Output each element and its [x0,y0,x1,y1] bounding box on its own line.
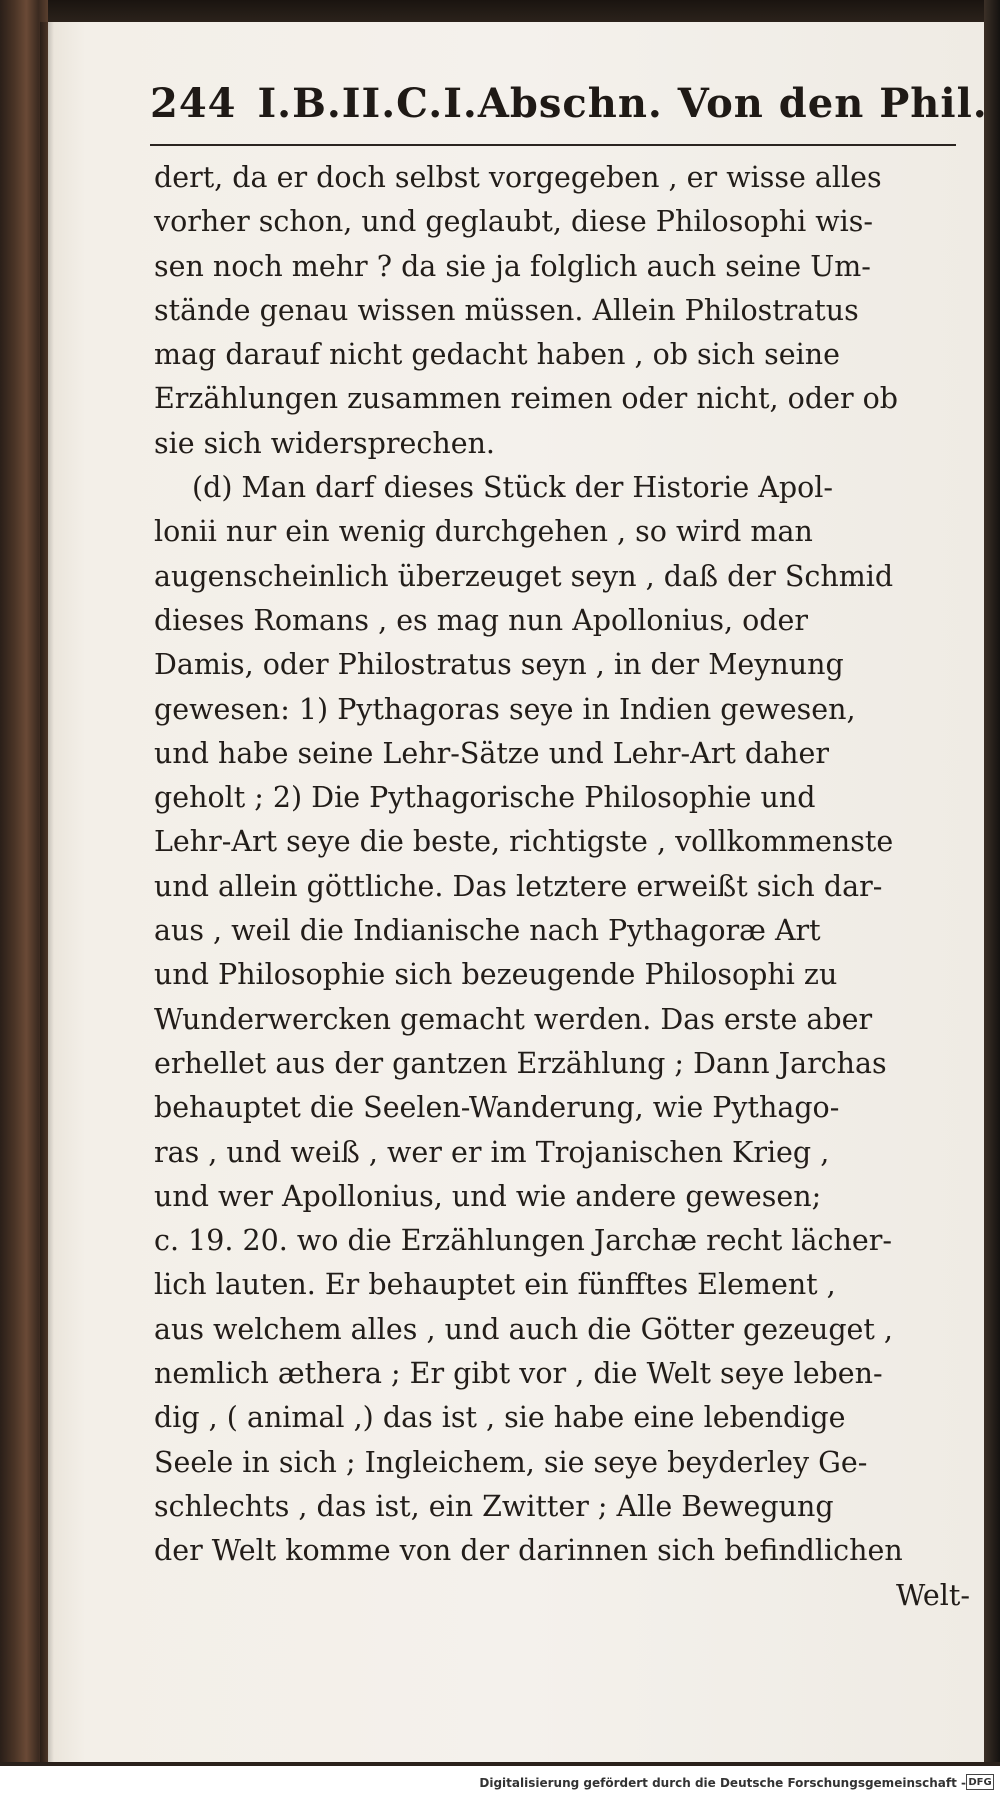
text-line: stände genau wissen müssen. Allein Philostratus [154,293,859,327]
running-title: I.B.II.C.I.Abschn. Von den Phil. [257,80,988,127]
scan-bottom-border [0,1762,1000,1766]
running-header [150,80,988,140]
text-line: aus welchem alles , und auch die Götter gezeuget , [154,1312,893,1346]
text-line: und Philosophie sich bezeugende Philosophi zu [154,958,838,992]
text-line: Damis, oder Philostratus seyn , in der Meynung [154,648,844,682]
page-number: 244 [150,80,237,127]
text-line: vorher schon, und geglaubt, diese Philosophi wis- [154,205,874,239]
catchword: Welt- [895,1578,970,1612]
text-line: schlechts , das ist, ein Zwitter ; Alle Bewegung [154,1489,834,1523]
text-line: dig , ( animal ,) das ist , sie habe eine lebendige [154,1401,846,1435]
scan-top-border [0,0,1000,22]
text-line: lonii nur ein wenig durchgehen , so wird man [154,515,813,549]
page-body-text [154,156,974,1618]
text-line: Lehr-Art seye die beste, richtigste , vollkommenste [154,825,894,859]
scan-right-border [984,0,1000,1762]
header-rule [150,144,956,146]
text-line: dert, da er doch selbst vorgegeben , er wisse alles [154,161,882,194]
text-line: sie sich widersprechen. [154,426,495,460]
text-line: der Welt komme von der darinnen sich befindlichen [154,1534,903,1568]
text-line: gewesen: 1) Pythagoras seye in Indien gewesen, [154,692,856,726]
text-line: lich lauten. Er behauptet ein fünfftes Element , [154,1268,836,1302]
text-line: und allein göttliche. Das letztere erweißt sich dar- [154,869,883,903]
text-line: dieses Romans , es mag nun Apollonius, oder [154,603,809,637]
text-line: c. 19. 20. wo die Erzählungen Jarchæ recht lächer- [154,1224,892,1258]
text-line: und wer Apollonius, und wie andere gewesen; [154,1179,822,1213]
text-line: aus , weil die Indianische nach Pythagoræ Art [154,914,821,948]
text-line: erhellet aus der gantzen Erzählung ; Dann Jarchas [154,1046,887,1080]
digitization-credit: Digitalisierung gefördert durch die Deutsche Forschungsgemeinschaft - [479,1776,966,1790]
text-line: sen noch mehr ? da sie ja folglich auch seine Um- [154,249,871,283]
text-line: Seele in sich ; Ingleichem, sie seye beyderley Ge- [154,1445,868,1479]
text-line: Wunderwercken gemacht werden. Das erste aber [154,1002,873,1036]
text-line: augenscheinlich überzeuget seyn , daß der Schmid [154,559,894,593]
text-line: ras , und weiß , wer er im Trojanischen Krieg , [154,1135,830,1169]
text-line: geholt ; 2) Die Pythagorische Philosophie und [154,781,816,815]
text-line: nemlich æthera ; Er gibt vor , die Welt seye leben- [154,1357,883,1391]
text-line: (d) Man darf dieses Stück der Historie Apol- [192,471,834,505]
gutter-shadow [40,22,54,1762]
dfg-logo: DFG [966,1774,994,1790]
text-line: behauptet die Seelen-Wanderung, wie Pythago- [154,1091,840,1125]
text-line: Erzählungen zusammen reimen oder nicht, oder ob [154,382,899,416]
text-line: und habe seine Lehr-Sätze und Lehr-Art daher [154,736,829,770]
text-line: mag darauf nicht gedacht haben , ob sich seine [154,338,841,372]
